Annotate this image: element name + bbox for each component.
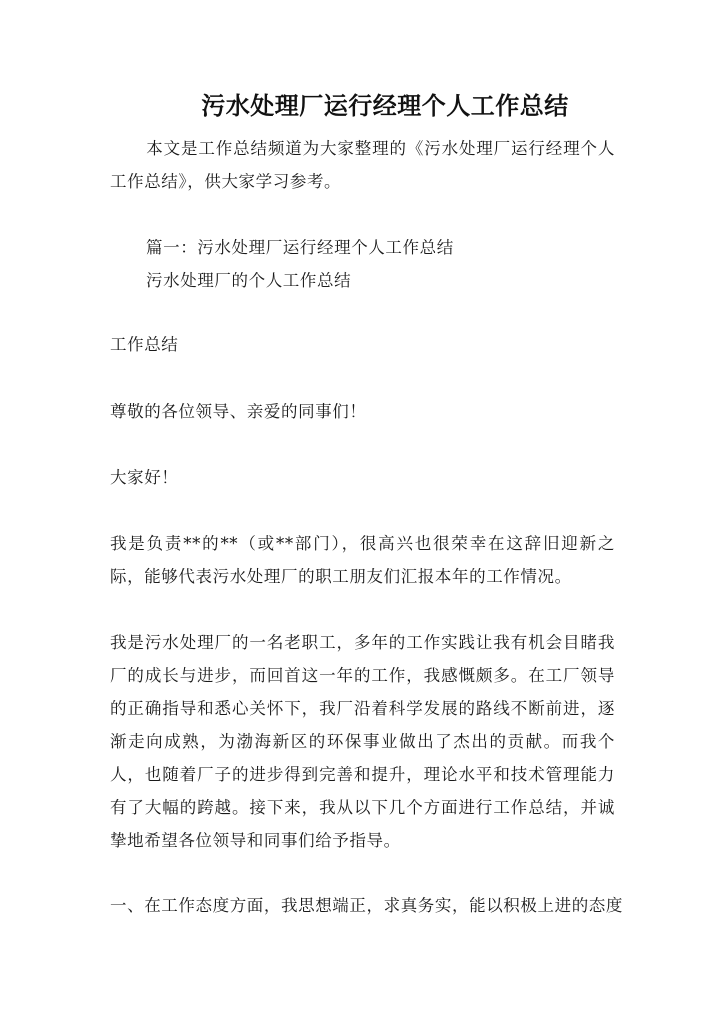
body-paragraph-3: 一、在工作态度方面，我思想端正，求真务实，能以积极上进的态度 xyxy=(110,896,623,915)
document-title: 污水处理厂运行经理个人工作总结 xyxy=(201,91,569,120)
greeting: 大家好！ xyxy=(110,468,179,487)
sub-heading: 污水处理厂的个人工作总结 xyxy=(146,271,352,290)
chapter-heading: 篇一：污水处理厂运行经理个人工作总结 xyxy=(146,238,454,257)
body-paragraph-1: 我是负责**的**（或**部门），很高兴也很荣幸在这辞旧迎新之际，能够代表污水处理厂的职工朋友们汇报本年的工作情况。 xyxy=(110,534,615,586)
body-paragraph-2: 我是污水处理厂的一名老职工，多年的工作实践让我有机会目睹我厂的成长与进步，而回首这一年的工作，我感慨颇多。在工厂领导的正确指导和悉心关怀下，我厂沿着科学发展的路线不断前进，逐渐走向成熟，为渤海新区的环保事业做出了杰出的贡献。而我个人，也随着厂子的进步得到完善和提升，理论水平和技术管理能力有了大幅的跨越。接下来，我从以下几个方面进行工作总结，并诚挚地希望各位领导和同事们给予指导。 xyxy=(110,633,615,850)
section-label: 工作总结 xyxy=(110,335,179,354)
intro-paragraph: 本文是工作总结频道为大家整理的《污水处理厂运行经理个人工作总结》，供大家学习参考。 xyxy=(110,139,615,191)
salutation: 尊敬的各位领导、亲爱的同事们！ xyxy=(110,402,367,421)
